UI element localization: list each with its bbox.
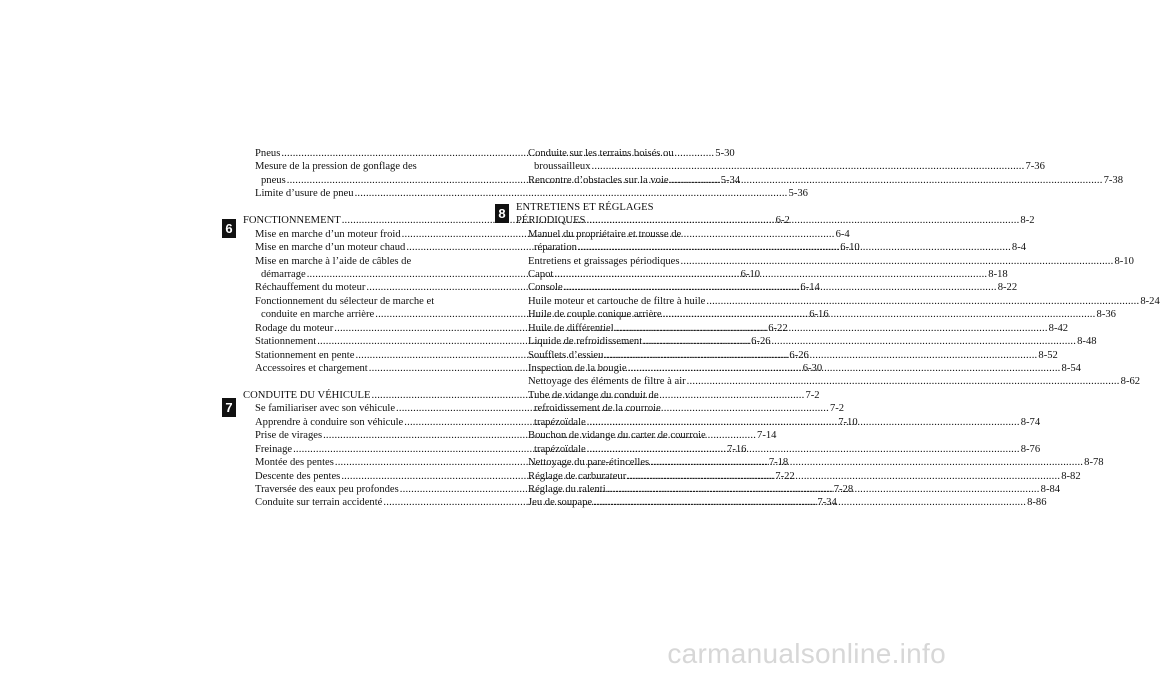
toc-entry-page: 5-36: [788, 188, 808, 200]
toc-entry-title: refroidissement de la courroie: [534, 403, 661, 415]
toc-entry-page: 8-86: [1027, 497, 1047, 509]
dot-leader: [604, 349, 1037, 362]
dot-leader: [564, 281, 997, 294]
toc-entry-title: Fonctionnement du sélecteur de marche et: [255, 295, 435, 307]
toc-entry-title: CONDUITE DU VÉHICULE: [243, 389, 371, 401]
toc-entry[interactable]: [516, 375, 1141, 388]
toc-entry-page: 6-10: [840, 242, 860, 254]
dot-leader: [592, 160, 1025, 173]
toc-entry-title: Pneus: [255, 148, 281, 159]
toc-entry[interactable]: [516, 147, 742, 160]
toc-entry[interactable]: [516, 295, 1160, 308]
toc-entry-page: 7-2: [829, 403, 845, 415]
toc-entry-page: 7-28: [833, 483, 854, 495]
toc-entry[interactable]: [516, 429, 742, 442]
toc-entry-title: trapézoïdale: [534, 416, 586, 428]
toc-entry[interactable]: [516, 174, 1124, 187]
toc-entry-title: Mise en marche d’un moteur chaud: [255, 242, 406, 254]
toc-entry-page: 5-30: [715, 148, 735, 159]
toc-entry-page: 7-16: [727, 443, 747, 455]
toc-entry[interactable]: [243, 187, 808, 200]
toc-entry-title: Stationnement en pente: [255, 349, 355, 361]
toc-entry[interactable]: [516, 443, 1041, 456]
toc-entry-title: Descente des pentes: [255, 470, 341, 482]
toc-entry-page: 8-4: [1011, 242, 1027, 254]
toc-entry[interactable]: [243, 295, 469, 308]
watermark: carmanualsonline.info: [667, 638, 946, 669]
toc-entry-title: Entretiens et graissages périodiques: [528, 255, 680, 267]
toc-entry-title: Mise en marche d’un moteur froid: [255, 228, 401, 240]
dot-leader: [670, 174, 1103, 187]
dot-leader: [586, 214, 1019, 227]
dot-leader: [587, 443, 1020, 456]
toc-entry-title: démarrage: [261, 268, 306, 280]
chapter-tab-6: 6: [222, 219, 236, 238]
dot-leader: [650, 456, 1083, 469]
toc-entry-title: Bouchon de vidange du carter de courroie: [528, 430, 706, 442]
toc-entry-page: 8-54: [1061, 363, 1081, 374]
toc-entry-title: pneus: [261, 174, 286, 186]
dot-leader: [554, 268, 987, 281]
toc-entry-title: FONCTIONNEMENT: [243, 215, 341, 227]
toc-entry-page: 8-2: [1020, 215, 1035, 227]
toc-entry-page: 6-26: [789, 349, 809, 361]
toc-entry-page: 6-10: [740, 268, 761, 280]
toc-entry-page: 6-22: [768, 322, 788, 334]
toc-entry[interactable]: [243, 255, 469, 268]
toc-entry-page: 8-48: [1077, 336, 1097, 348]
toc-entry-page: 8-18: [988, 268, 1008, 280]
toc-entry-title: conduite en marche arrière: [261, 309, 375, 321]
toc-entry-page: 7-36: [1025, 161, 1045, 173]
toc-entry-title: Huile de différentiel: [528, 322, 614, 334]
chapter-tab-7: 7: [222, 398, 236, 417]
toc-entry-page: 7-34: [817, 497, 837, 509]
toc-entry-title: Réglage du ralenti: [528, 483, 606, 495]
toc-entry-title: Nettoyage des éléments de filtre à air: [528, 376, 686, 388]
toc-entry-page: 6-2: [775, 215, 790, 227]
toc-entry-page: 8-74: [1020, 416, 1041, 428]
toc-entry-page: 6-26: [751, 336, 771, 348]
dot-leader: [663, 308, 1096, 321]
toc-entry-title: Rencontre d’obstacles sur la voie: [528, 174, 669, 186]
toc-entry-page: 8-82: [1061, 470, 1081, 482]
toc-entry-page: 6-4: [835, 228, 850, 240]
toc-entry-title: Jeu de soupape: [528, 497, 593, 509]
toc-entry-title: ENTRETIENS ET RÉGLAGES: [516, 201, 654, 213]
toc-entry-page: 7-22: [775, 470, 795, 482]
toc-entry[interactable]: [243, 160, 469, 173]
toc-entry-page: 8-84: [1040, 483, 1061, 495]
toc-entry-page: 7-14: [757, 430, 777, 442]
section-gap: [243, 201, 469, 214]
toc-entry-title: Liquide de refroidissement: [528, 336, 643, 348]
toc-entry-title: Capot: [528, 268, 554, 280]
toc-entry[interactable]: [516, 160, 1045, 173]
dot-leader: [607, 483, 1040, 496]
dot-leader: [643, 335, 1076, 348]
toc-entry-page: 8-42: [1048, 322, 1069, 334]
toc-entry-title: Réchauffement du moteur: [255, 282, 366, 294]
toc-entry-title: Mise en marche à l’aide de câbles de: [255, 255, 412, 267]
toc-entry-title: Freinage: [255, 443, 293, 455]
toc-entry-title: Huile de couple conique arrière: [528, 309, 662, 321]
toc-entry-title: Traversée des eaux peu profondes: [255, 483, 399, 495]
toc-entry-title: Conduite sur les terrains boisés ou: [528, 148, 674, 159]
toc-entry-title: Stationnement: [255, 336, 317, 348]
toc-entry-title: Console: [528, 282, 563, 294]
toc-entry-title: Soufflets d’essieu: [528, 349, 604, 361]
toc-entry-title: Prise de virages: [255, 430, 323, 442]
toc-entry-title: broussailleux: [534, 161, 591, 173]
dot-leader: [681, 255, 1114, 268]
toc-entry-title: Réglage de carburateur: [528, 470, 627, 482]
toc-entry-page: 6-14: [800, 282, 820, 294]
toc-entry-title: Apprendre à conduire son véhicule: [255, 416, 404, 428]
toc-entry-title: trapézoïdale: [534, 443, 586, 455]
toc-entry-title: PÉRIODIQUES: [516, 215, 586, 227]
toc-entry-page: 7-38: [1103, 174, 1124, 186]
toc-entry-title: Huile moteur et cartouche de filtre à huile: [528, 295, 706, 307]
toc-entry-title: Mesure de la pression de gonflage des: [255, 161, 417, 173]
dot-leader: [587, 416, 1020, 429]
toc-entry-page: 8-76: [1020, 443, 1041, 455]
toc-entry-title: Montée des pentes: [255, 457, 334, 469]
toc-chapter-entry[interactable]: [516, 201, 742, 214]
toc-entry-page: 8-78: [1084, 457, 1104, 469]
toc-entry-title: Inspection de la bougie: [528, 363, 627, 374]
dot-leader: [687, 375, 1120, 388]
toc-entry-title: Limite d’usure de pneu: [255, 188, 354, 200]
toc-entry-title: Manuel du propriétaire et trousse de: [528, 228, 682, 240]
toc-entry-page: 8-24: [1140, 295, 1160, 307]
dot-leader: [578, 241, 1011, 254]
chapter-tab-8: 8: [495, 204, 509, 223]
toc-entry-title: Tube de vidange du conduit de: [528, 389, 659, 401]
toc-entry-page: 8-62: [1120, 376, 1141, 388]
dot-leader: [627, 470, 1060, 483]
toc-entry[interactable]: [516, 402, 742, 415]
dot-leader: [615, 322, 1048, 335]
toc-entry-page: 8-22: [997, 282, 1018, 294]
toc-entry-page: 6-16: [809, 309, 829, 321]
section-gap: [243, 375, 469, 388]
section-gap: [516, 187, 742, 200]
toc-entry-page: 7-2: [805, 389, 820, 401]
dot-leader: [593, 496, 1026, 509]
toc-entry-title: Rodage du moteur: [255, 322, 334, 334]
toc-entry-title: Conduite sur terrain accidenté: [255, 497, 383, 509]
toc-entry-page: 8-10: [1114, 255, 1134, 267]
toc-entry-page: 5-34: [720, 174, 741, 186]
toc-entry-title: Se familiariser avec son véhicule: [255, 403, 396, 415]
dot-leader: [706, 295, 1139, 308]
toc-entry-page: 7-18: [768, 457, 789, 469]
toc-entry[interactable]: [516, 389, 742, 402]
toc-entry-page: 8-36: [1096, 309, 1116, 321]
toc-entry-title: Nettoyage du pare-étincelles: [528, 457, 650, 469]
toc-entry-title: réparation: [534, 242, 577, 254]
toc-entry[interactable]: [516, 255, 1134, 268]
toc-entry-title: Accessoires et chargement: [255, 363, 368, 374]
dot-leader: [628, 362, 1061, 375]
toc-entry-page: 8-52: [1038, 349, 1058, 361]
toc-entry-page: 7-10: [838, 416, 858, 428]
toc-entry[interactable]: [516, 228, 742, 241]
toc-entry-page: 6-30: [802, 363, 823, 374]
